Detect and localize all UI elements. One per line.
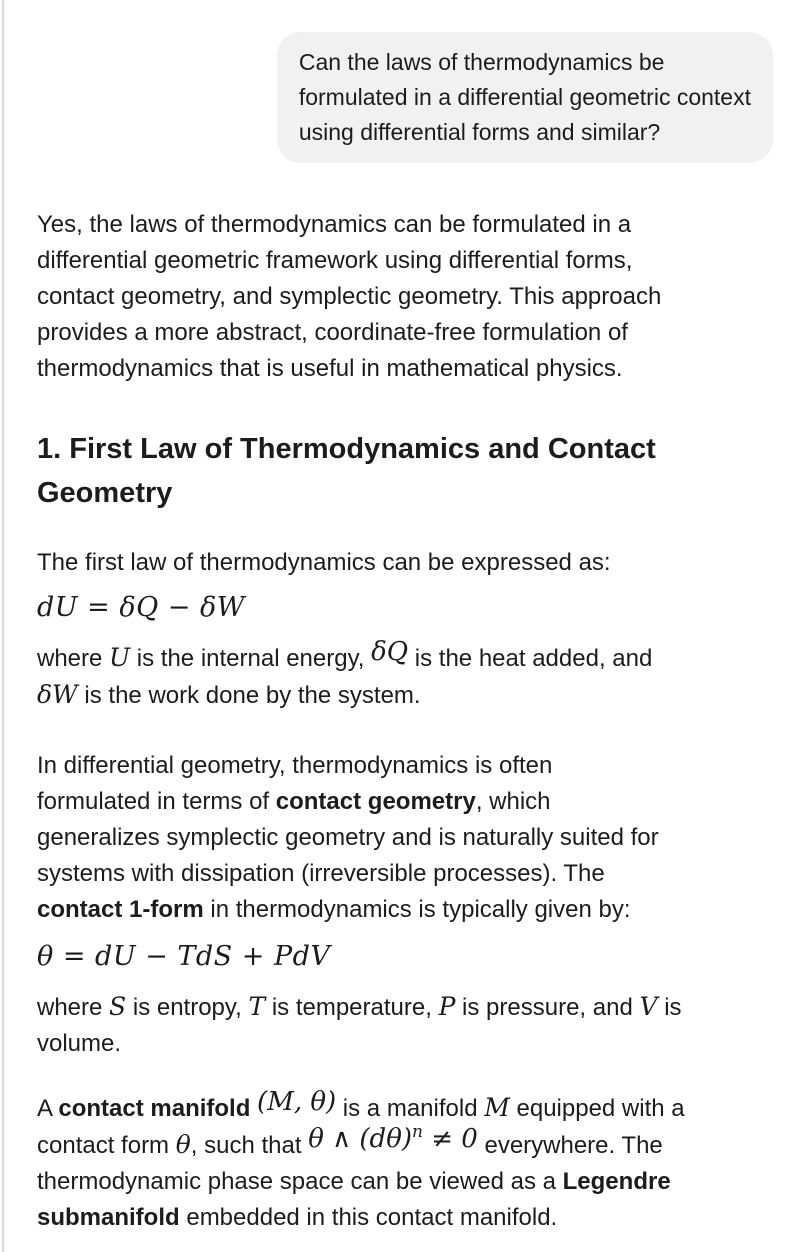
first-law-equation: dU = δQ − δW (37, 592, 246, 623)
contact-form-equation: θ = dU − TdS + PdV (37, 941, 331, 972)
assistant-response (37, 207, 776, 1236)
answer-intro-paragraph: Yes, the laws of thermodynamics can be formulated in a differential geometric framework using differential forms, contact geometry, and symplectic geometry. This approach provides a more abstract, coordinate-free formulation of thermodynamics that is useful in mathematical physics. (37, 211, 662, 382)
section-heading-first-law: 1. First Law of Thermodynamics and Contact Geometry (37, 433, 656, 509)
first-law-intro-paragraph: The first law of thermodynamics can be expressed as: (37, 549, 611, 576)
contact-geometry-paragraph: In differential geometry, thermodynamics is often formulated in terms of contact geometry, which generalizes symplectic geometry and is naturally suited for systems with dissipation (irreversible processes). The contact 1-form in thermodynamics is typically given by: (37, 752, 659, 923)
first-law-explanation-paragraph: where U is the internal energy, δQ is the heat added, and δW is the work done by the system. (37, 637, 653, 709)
user-message-row (37, 32, 773, 163)
user-message-bubble: Can the laws of thermodynamics be formulated in a differential geometric context using differential forms and similar? (277, 32, 773, 163)
contact-form-explanation-paragraph: where S is entropy, T is temperature, P is pressure, and V is volume. (37, 992, 682, 1057)
contact-manifold-paragraph: A contact manifold (M, θ) is a manifold M equipped with a contact form θ, such that θ ∧ $(d\theta)^n \ne 0$ everywhere. The thermodynamic phase space can be viewed as a Legendre submanifold embedded in this contact manifold. (37, 1087, 685, 1231)
screen-edge-line (2, 0, 4, 1252)
